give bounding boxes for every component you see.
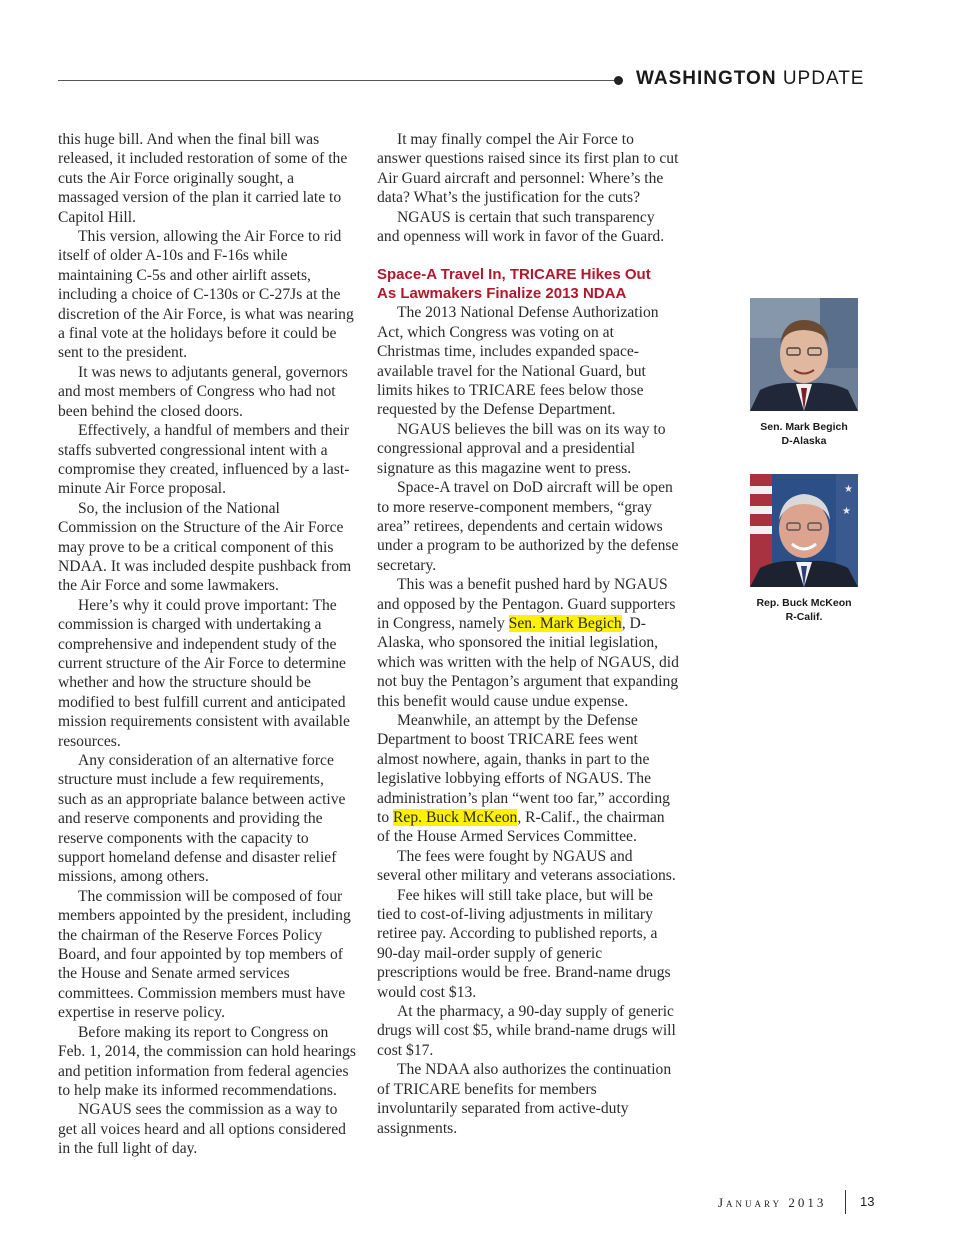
paragraph: The commission will be composed of four members appointed by the president, including the chairman of the Reserve Forces Policy Board, and four appointed by top members of the House and Senate armed services committees. Commission members must have expertise in reserve policy. bbox=[58, 887, 351, 1022]
paragraph: Here’s why it could prove important: The commission is charged with undertaking a comprehensive and independent study of the current structure of the Air Force to determine whether and how the structure should be modified to best fulfill current and anticipated mission requirements consistent with available resources. bbox=[58, 596, 350, 750]
caption-name: Sen. Mark Begich bbox=[760, 421, 848, 433]
footer-divider bbox=[845, 1190, 846, 1214]
caption-affiliation: D-Alaska bbox=[781, 435, 827, 447]
caption-affiliation: R-Calif. bbox=[785, 611, 823, 623]
section-header bbox=[636, 68, 865, 90]
subheadline bbox=[377, 265, 679, 303]
paragraph-begich bbox=[377, 575, 679, 711]
paragraph: Space-A travel on DoD aircraft will be open to more reserve-component members, “gray area” retirees, dependents and certain widows under a program to be authorized by the defense secretary. bbox=[377, 479, 679, 574]
highlight-mckeon: Rep. Buck McKeon bbox=[393, 809, 518, 826]
paragraph: It was news to adjutants general, governors and most members of Congress who had not been behind the closed doors. bbox=[58, 363, 348, 420]
footer-issue-date: January 2013 bbox=[718, 1195, 827, 1210]
paragraph: The NDAA also authorizes the continuation of TRICARE benefits for members involuntarily separated from active-duty assignments. bbox=[377, 1061, 672, 1137]
section-header-light: UPDATE bbox=[782, 68, 865, 89]
text-segment: , R-Calif., the chairman of the House Armed Services Committee. bbox=[377, 809, 665, 846]
paragraph: Fee hikes will still take place, but will be tied to cost-of-living adjustments in military retiree pay. According to published reports, a 90-day mail-order supply of generic prescriptions would be free. Brand-name drugs would cost $13. bbox=[377, 886, 671, 1001]
caption-name: Rep. Buck McKeon bbox=[756, 597, 852, 609]
text-segment: , D-Alaska, who sponsored the initial legislation, which was written with the help of NGAUS, did not buy the Pentagon’s argument that expanding this benefit would cause undue expense. bbox=[377, 614, 679, 710]
caption-begich bbox=[730, 420, 878, 448]
article-column-1 bbox=[58, 130, 356, 1159]
portrait-begich-image bbox=[750, 298, 858, 411]
paragraph: NGAUS believes the bill was on its way to congressional approval and a presidential signature as this magazine went to press. bbox=[377, 420, 666, 477]
paragraph-mckeon bbox=[377, 711, 679, 847]
paragraph: Effectively, a handful of members and their staffs subverted congressional intent with a compromise they created, influenced by a last-minute Air Force proposal. bbox=[58, 422, 350, 498]
paragraph: this huge bill. And when the final bill was released, it included restoration of some of the cuts the Air Force originally sought, a massaged version of the plan it carried late to Capitol Hill. bbox=[58, 131, 348, 226]
paragraph: It may finally compel the Air Force to answer questions raised since its first plan to cut Air Guard aircraft and personnel: Where’s the data? What’s the justification for the cuts? bbox=[377, 131, 679, 207]
svg-text:★: ★ bbox=[844, 484, 853, 495]
subheadline-line-2: As Lawmakers Finalize 2013 NDAA bbox=[377, 285, 627, 303]
article-column-2 bbox=[377, 130, 679, 1138]
portrait-begich bbox=[750, 298, 858, 411]
header-bullet-icon bbox=[614, 76, 623, 85]
text-segment: This was a benefit pushed hard by NGAUS and opposed by the Pentagon. Guard supporters in Congress, namely bbox=[377, 576, 676, 632]
paragraph: NGAUS is certain that such transparency and openness will work in favor of the Guard. bbox=[377, 208, 665, 246]
page-number: 13 bbox=[860, 1194, 875, 1209]
paragraph: Any consideration of an alternative force structure must include a few requirements, such as an appropriate balance between active and reserve components and providing the reserve components with the capacity to support homeland defense and disaster relief missions, among others. bbox=[58, 752, 346, 886]
section-header-bold: WASHINGTON bbox=[636, 68, 777, 89]
paragraph: NGAUS sees the commission as a way to get all voices heard and all options considered in the full light of day. bbox=[58, 1101, 346, 1158]
svg-text:★: ★ bbox=[842, 506, 851, 517]
paragraph: The 2013 National Defense Authorization Act, which Congress was voting on at Christmas time, includes expanded space-available travel for the National Guard, but limits hikes to TRICARE fees below those requested by the Defense Department. bbox=[377, 304, 659, 419]
caption-mckeon bbox=[730, 596, 878, 624]
paragraph: So, the inclusion of the National Commission on the Structure of the Air Force may prove to be a critical component of this NDAA. It was included despite pushback from the Air Force and some lawmakers. bbox=[58, 499, 352, 595]
portrait-mckeon-image bbox=[750, 474, 858, 587]
paragraph: The fees were fought by NGAUS and several other military and veterans associations. bbox=[377, 847, 676, 885]
portrait-mckeon bbox=[750, 474, 858, 587]
paragraph: This version, allowing the Air Force to rid itself of older A-10s and F-16s while maintaining C-5s and other airlift assets, including a choice of C-130s or C-27Js at the discretion of the Air Force, is what was nearing a final vote at the holidays before it could be sent to the president. bbox=[58, 228, 354, 362]
subheadline-line-1: Space-A Travel In, TRICARE Hikes Out bbox=[377, 266, 651, 284]
text-segment: Meanwhile, an attempt by the Defense Department to boost TRICARE fees went almost nowhere, again, thanks in part to the legislative lobbying efforts of NGAUS. The administration’s plan “went too far,” according to bbox=[377, 711, 670, 826]
header-rule bbox=[58, 80, 618, 81]
paragraph: Before making its report to Congress on Feb. 1, 2014, the commission can hold hearings and petition information from federal agencies to help make its informed recommendations. bbox=[58, 1023, 356, 1099]
highlight-begich: Sen. Mark Begich bbox=[508, 614, 622, 632]
paragraph: At the pharmacy, a 90-day supply of generic drugs will cost $5, while brand-name drugs will cost $17. bbox=[377, 1003, 676, 1059]
